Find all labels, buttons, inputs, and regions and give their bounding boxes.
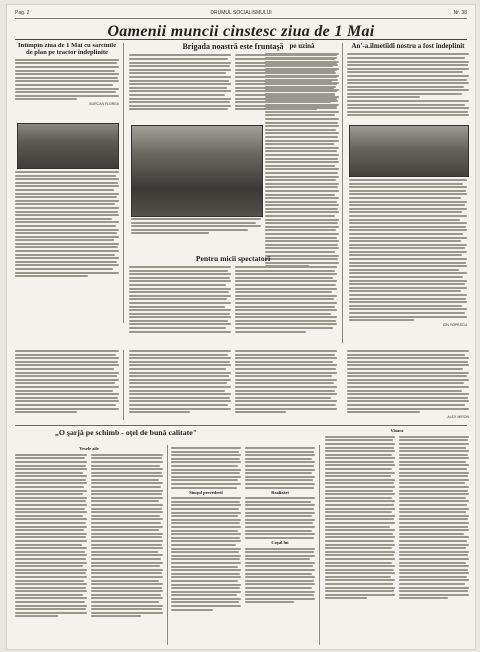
- article-title: pe uzină: [289, 43, 315, 50]
- column-rule: [319, 445, 320, 645]
- banner: [15, 21, 467, 40]
- article-short-center: [129, 350, 337, 420]
- article-signature: ALEX MIRON: [447, 414, 469, 419]
- column-rule: [167, 445, 168, 645]
- article-short-left: [15, 350, 119, 420]
- column-rule: [123, 350, 124, 420]
- article-signature: BURCAN FLOREA: [89, 101, 119, 106]
- bottom-title-area: [15, 429, 315, 443]
- article-factory: [265, 43, 339, 291]
- banner-title: Oamenii muncii cinstesc ziua de 1 Mai: [107, 23, 375, 40]
- article-title: Pentru micii spectatori: [195, 255, 271, 263]
- section-subhead: Realizări: [271, 489, 289, 495]
- newspaper-page: [6, 4, 476, 650]
- article-body: [15, 59, 119, 106]
- article-title: „O şarjă pe schimb - oţel de bună calitate": [55, 428, 198, 437]
- article-signature: ION POPESCU: [442, 322, 467, 327]
- article-body: [347, 53, 469, 116]
- article-title: Intîmpin ziua de 1 Mai cu sarcinile de plan pe tractor îndeplinite: [17, 43, 117, 56]
- issue-number: Nr. 38: [453, 10, 467, 16]
- article-bottom-middle: [171, 447, 315, 643]
- page-header: [15, 10, 467, 19]
- article-short-right: [347, 350, 469, 420]
- section-rule: [15, 425, 467, 426]
- photo-brigade-group: [131, 125, 263, 217]
- section-kicker: Vioara: [390, 429, 404, 433]
- article-young-spectators: [129, 255, 337, 345]
- article-plan-fulfilled-continued: [349, 179, 467, 339]
- newspaper-name: DRUMUL SOCIALISMULUI: [210, 10, 272, 16]
- column-rule: [342, 43, 343, 343]
- article-bottom-right: [325, 429, 469, 643]
- photo-tractor-field: [17, 123, 119, 169]
- section-kicker: Vesele zile: [79, 447, 99, 451]
- article-title: Brigada noastră este fruntaşă: [182, 43, 284, 51]
- section-subhead: Coşul lui: [271, 539, 289, 545]
- article-title: An'-a.îlmetiîdî nostru a fost îndeplinit: [351, 43, 465, 50]
- article-body: [265, 53, 339, 267]
- column-rule: [123, 43, 124, 323]
- article-steel: [15, 447, 163, 643]
- photo-worker: [349, 125, 469, 177]
- photo-caption: [131, 218, 261, 250]
- section-subhead: Simţul prevederii: [189, 489, 223, 495]
- article-tractor-continued: [15, 171, 119, 321]
- page-label: Pag. 2: [15, 10, 30, 16]
- article-body: [129, 266, 337, 334]
